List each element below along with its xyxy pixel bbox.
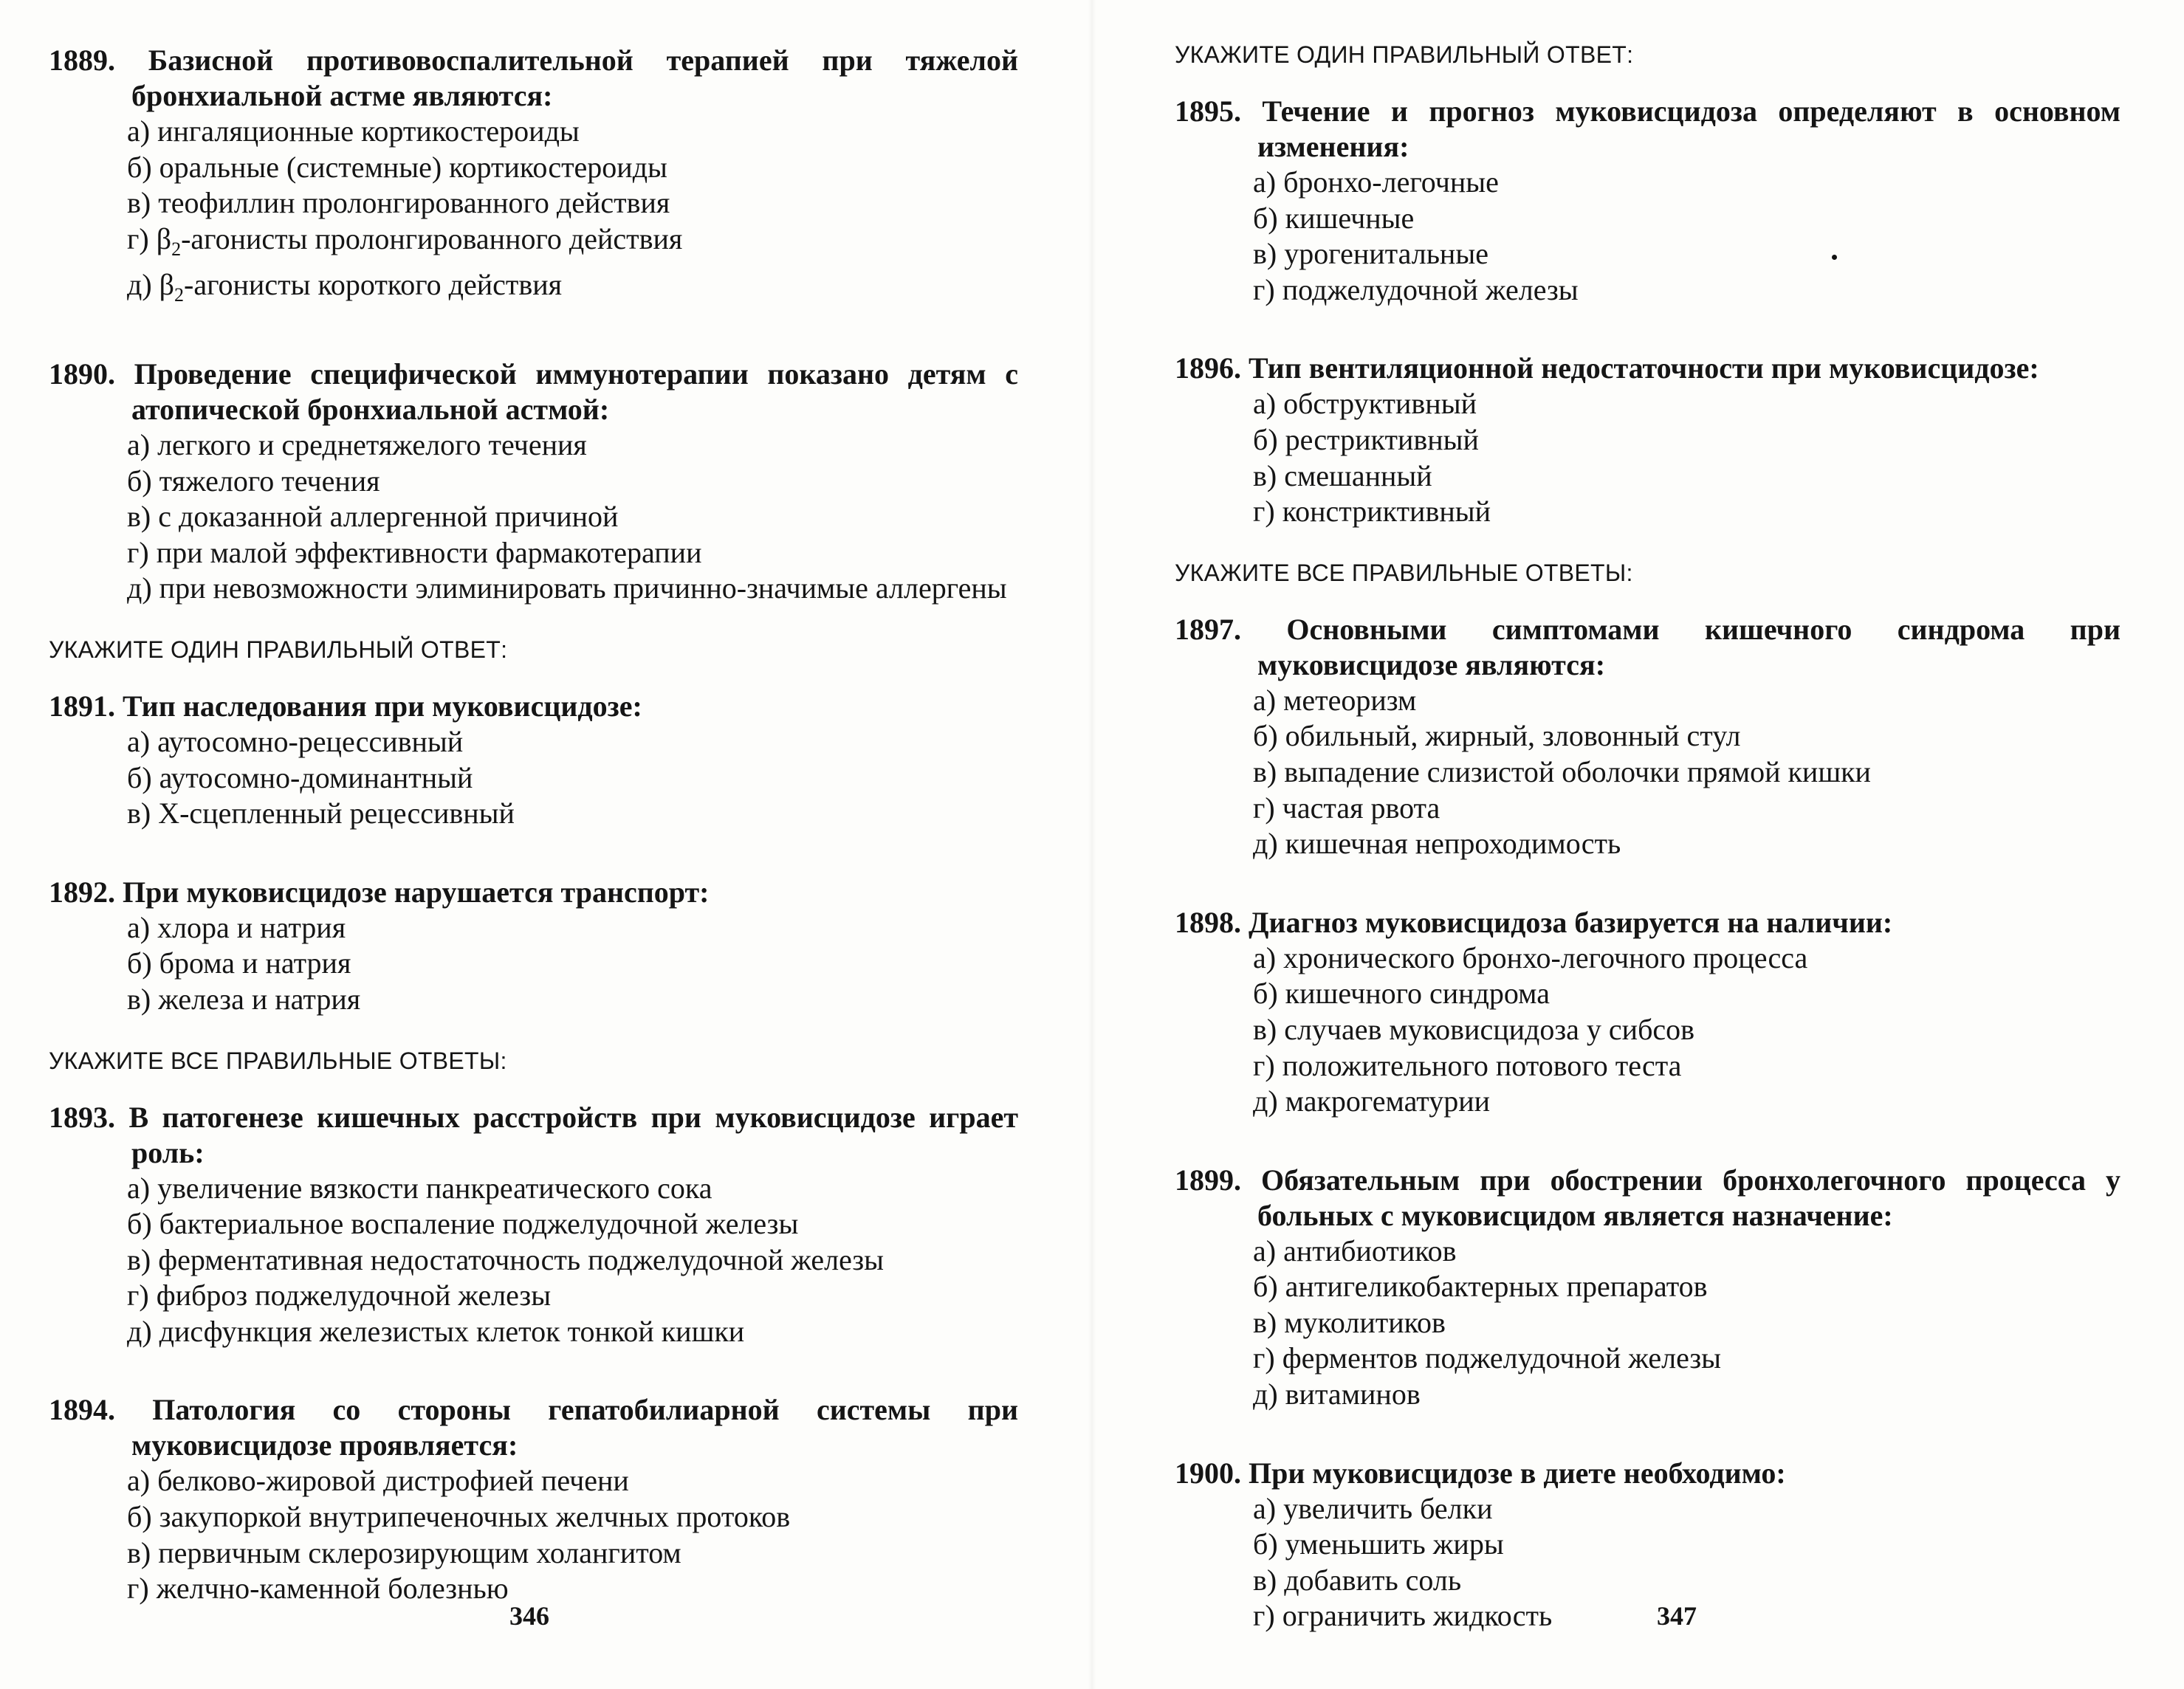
answer-option: б) брома и натрия: [127, 946, 351, 980]
question-stem: [49, 689, 1018, 724]
answer-option: в) смешанный: [1253, 458, 1432, 492]
answer-option: д) при невозможности элиминировать причинно-значимые аллергены: [127, 571, 1007, 605]
answer-option: б) аутосомно-доминантный: [127, 760, 473, 794]
answer-option: б) закупоркой внутрипеченочных желчных протоков: [127, 1500, 791, 1534]
instruction-heading: УКАЖИТЕ ВСЕ ПРАВИЛЬНЫЕ ОТВЕТЫ:: [1175, 559, 1633, 586]
answer-option: в) урогенитальные: [1253, 237, 1488, 271]
answer-option: в) Х-сцепленный рецессивный: [127, 797, 515, 830]
answer-options: [49, 114, 1018, 314]
answer-option: г) фиброз поджелудочной железы: [127, 1279, 552, 1313]
answer-options: [49, 427, 1018, 607]
question-stem: [1175, 94, 2121, 165]
answer-option: в) добавить соль: [1253, 1563, 1462, 1597]
question-number: 1891.: [49, 689, 115, 723]
answer-option: а) увеличение вязкости панкреатического сока: [127, 1171, 712, 1205]
answer-option: в) с доказанной аллергенной причиной: [127, 500, 619, 534]
question-text: Течение и прогноз муковисцидоза определяют в основном изменения:: [1257, 94, 2121, 163]
answer-option: а) обструктивный: [1253, 387, 1477, 421]
question-stem: [1175, 1163, 2121, 1234]
answer-option: а) антибиотиков: [1253, 1234, 1457, 1267]
answer-option: г) желчно-каменной болезнью: [127, 1572, 509, 1606]
question-text: В патогенезе кишечных расстройств при муковисцидозе играет роль:: [128, 1100, 1018, 1169]
question-text: Основными симптомами кишечного синдрома при муковисцидозе являются:: [1257, 612, 2121, 681]
answer-options: [49, 724, 1018, 832]
question-block: [49, 689, 1018, 832]
question-text: Проведение специфической иммунотерапии показано детям с атопической бронхиальной астмой:: [131, 357, 1019, 426]
answer-option: д) макрогематурии: [1253, 1084, 1491, 1118]
answer-option: а) легкого и среднетяжелого течения: [127, 427, 587, 461]
question-block: [49, 357, 1018, 607]
question-number: 1892.: [49, 875, 115, 909]
answer-option: в) муколитиков: [1253, 1305, 1446, 1339]
answer-option: г) ограничить жидкость: [1253, 1599, 1553, 1633]
answer-option: а) метеоризм: [1253, 683, 1417, 717]
question-stem: [49, 875, 1018, 910]
answer-option: а) ингаляционные кортикостероиды: [127, 114, 580, 148]
question-text: Тип вентиляционной недостаточности при муковисцидозе:: [1249, 351, 2039, 385]
question-stem: [1175, 612, 2121, 683]
question-block: [1175, 612, 2121, 862]
answer-options: [1175, 683, 2121, 862]
answer-option: а) хронического бронхо-легочного процесса: [1253, 940, 1808, 974]
answer-option: г) ферментов поджелудочной железы: [1253, 1341, 1722, 1375]
question-stem: [49, 1392, 1018, 1463]
instruction-heading: УКАЖИТЕ ОДИН ПРАВИЛЬНЫЙ ОТВЕТ:: [49, 636, 508, 663]
answer-option: г) $\beta_2$-агонисты пролонгированного действия: [127, 221, 683, 260]
question-number: 1894.: [49, 1393, 115, 1427]
answer-option: г) поджелудочной железы: [1253, 272, 1579, 306]
question-text: Обязательным при обострении бронхолегочного процесса у больных с муковисцидом является назначение:: [1257, 1163, 2121, 1232]
instruction-heading: УКАЖИТЕ ОДИН ПРАВИЛЬНЫЙ ОТВЕТ:: [1175, 41, 1634, 68]
answer-option: г) при малой эффективности фармакотерапии: [127, 535, 702, 569]
answer-option: г) констриктивный: [1253, 495, 1491, 529]
answer-option: б) оральные (системные) кортикостероиды: [127, 150, 667, 184]
question-number: 1897.: [1175, 612, 1241, 646]
question-number: 1895.: [1175, 94, 1241, 128]
answer-options: [1175, 940, 2121, 1120]
instruction-heading: УКАЖИТЕ ВСЕ ПРАВИЛЬНЫЕ ОТВЕТЫ:: [49, 1047, 507, 1074]
right-page: [1092, 0, 2184, 1689]
question-number: 1893.: [49, 1100, 115, 1134]
question-stem: [1175, 905, 2121, 940]
question-number: 1900.: [1175, 1456, 1241, 1490]
question-block: [49, 875, 1018, 1018]
answer-option: а) хлора и натрия: [127, 910, 346, 944]
question-block: [1175, 1163, 2121, 1413]
answer-options: [1175, 1491, 2121, 1634]
answer-option: г) частая рвота: [1253, 791, 1440, 825]
answer-option: б) кишечные: [1253, 201, 1415, 235]
answer-option: в) выпадение слизистой оболочки прямой кишки: [1253, 754, 1871, 788]
answer-option: б) тяжелого течения: [127, 464, 380, 498]
answer-option: в) теофиллин пролонгированного действия: [127, 186, 670, 220]
question-stem: [49, 43, 1018, 114]
answer-option: б) рестриктивный: [1253, 422, 1479, 456]
question-text: Диагноз муковисцидоза базируется на наличии:: [1249, 905, 1893, 939]
question-block: [49, 1100, 1018, 1350]
question-block: [1175, 351, 2121, 529]
question-text: Базисной противовоспалительной терапией при тяжелой бронхиальной астме являются:: [131, 44, 1018, 112]
page-number-left: 346: [509, 1601, 549, 1631]
answer-options: [1175, 386, 2121, 529]
answer-option: в) первичным склерозирующим холангитом: [127, 1535, 681, 1569]
question-number: 1890.: [49, 357, 115, 391]
question-stem: [1175, 351, 2121, 386]
answer-option: в) ферментативная недостаточность поджелудочной железы: [127, 1242, 884, 1276]
answer-option: б) бактериальное воспаление поджелудочной железы: [127, 1207, 799, 1241]
answer-option: а) бронхо-легочные: [1253, 165, 1499, 199]
answer-option: б) уменьшить жиры: [1253, 1527, 1504, 1561]
print-speck: [1832, 255, 1837, 260]
question-block: [1175, 905, 2121, 1120]
question-text: Тип наследования при муковисцидозе:: [123, 689, 642, 723]
question-stem: [49, 1100, 1018, 1171]
answer-options: [49, 910, 1018, 1018]
answer-options: [49, 1463, 1018, 1606]
question-text: При муковисцидозе нарушается транспорт:: [123, 875, 710, 909]
question-stem: [1175, 1456, 2121, 1491]
answer-options: [1175, 1234, 2121, 1413]
answer-option: д) витаминов: [1253, 1377, 1421, 1411]
question-text: При муковисцидозе в диете необходимо:: [1249, 1456, 1786, 1490]
question-block: [1175, 94, 2121, 308]
question-text: Патология со стороны гепатобилиарной системы при муковисцидозе проявляется:: [131, 1393, 1019, 1462]
question-block: [49, 1392, 1018, 1606]
answer-option: г) положительного потового теста: [1253, 1048, 1682, 1082]
page-number-right: 347: [1657, 1601, 1697, 1631]
answer-option: б) антигеликобактерных препаратов: [1253, 1270, 1708, 1304]
answer-option: б) обильный, жирный, зловонный стул: [1253, 719, 1741, 753]
answer-option: в) железа и натрия: [127, 982, 361, 1016]
answer-option: д) $\beta_2$-агонисты короткого действия: [127, 268, 563, 306]
answer-option: а) белково-жировой дистрофией печени: [127, 1464, 629, 1498]
question-number: 1898.: [1175, 905, 1241, 939]
question-number: 1889.: [49, 44, 115, 77]
question-stem: [49, 357, 1018, 427]
answer-option: б) кишечного синдрома: [1253, 977, 1550, 1011]
answer-option: д) дисфункция железистых клеток тонкой кишки: [127, 1314, 745, 1348]
answer-options: [49, 1171, 1018, 1350]
answer-option: в) случаев муковисцидоза у сибсов: [1253, 1012, 1695, 1046]
question-block: [1175, 1456, 2121, 1634]
question-number: 1899.: [1175, 1163, 1241, 1197]
answer-options: [1175, 165, 2121, 308]
answer-option: а) увеличить белки: [1253, 1491, 1493, 1525]
question-block: [49, 43, 1018, 314]
answer-option: д) кишечная непроходимость: [1253, 827, 1621, 861]
answer-option: а) аутосомно-рецессивный: [127, 724, 464, 758]
question-number: 1896.: [1175, 351, 1241, 385]
